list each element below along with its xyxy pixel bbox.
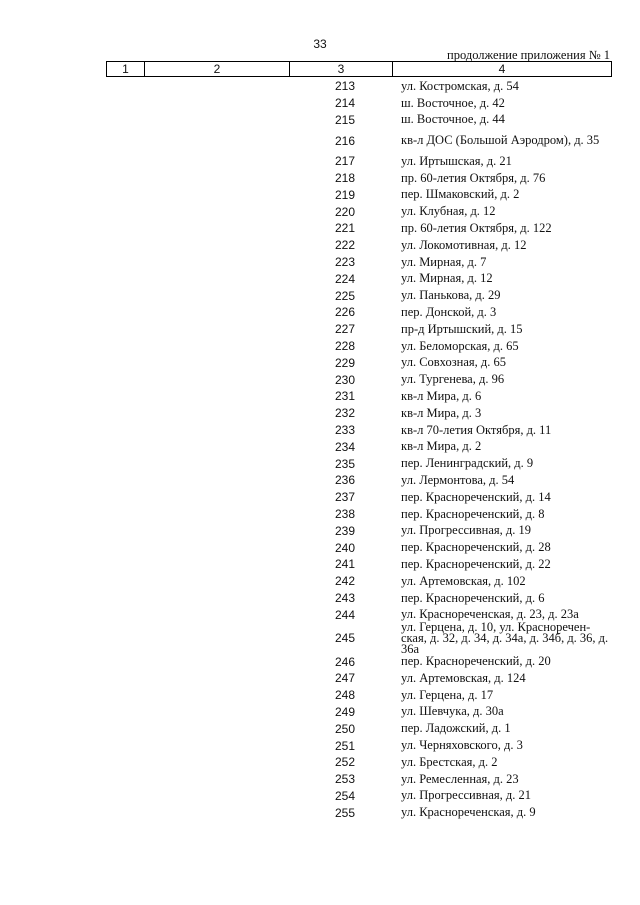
table-row [0, 489, 640, 506]
row-number: 250 [334, 721, 356, 736]
row-number: 245 [334, 631, 356, 646]
column-header-2: 2 [145, 62, 290, 76]
row-number: 255 [334, 805, 356, 820]
row-address: пр-д Иртышский, д. 15 [401, 321, 523, 336]
column-header-3: 3 [290, 62, 393, 76]
row-address: ул. Мирная, д. 7 [401, 254, 487, 269]
table-row [0, 270, 640, 287]
row-address: пер. Краснореченский, д. 22 [401, 556, 551, 571]
row-address: ул. Краснореченская, д. 9 [401, 805, 536, 820]
row-address: ул. Костромская, д. 54 [401, 78, 519, 93]
row-address: пер. Краснореченский, д. 28 [401, 540, 551, 555]
row-number: 230 [334, 372, 356, 387]
table-row [0, 619, 640, 656]
row-number: 247 [334, 671, 356, 686]
row-address: пр. 60-летия Октября, д. 122 [401, 220, 552, 235]
table-row [0, 78, 640, 95]
row-address: пер. Краснореченский, д. 8 [401, 506, 545, 521]
row-address: ш. Восточное, д. 42 [401, 95, 505, 110]
row-number: 226 [334, 305, 356, 320]
row-address: кв-л Мира, д. 6 [401, 388, 482, 403]
row-address: ул. Тургенева, д. 96 [401, 372, 505, 387]
row-number: 244 [334, 607, 356, 622]
row-address: ул. Артемовская, д. 124 [401, 670, 526, 685]
row-number: 213 [334, 79, 356, 94]
row-number: 224 [334, 271, 356, 286]
table-row [0, 422, 640, 439]
row-address: ул. Иртышская, д. 21 [401, 153, 512, 168]
row-number: 215 [334, 112, 356, 127]
row-address: пер. Ладожский, д. 1 [401, 721, 511, 736]
row-number: 252 [334, 755, 356, 770]
table-row [0, 590, 640, 607]
row-number: 238 [334, 507, 356, 522]
row-address: ул. Локомотивная, д. 12 [401, 237, 527, 252]
row-number: 254 [334, 788, 356, 803]
row-address: кв-л Мира, д. 2 [401, 439, 482, 454]
row-number: 229 [334, 355, 356, 370]
row-number: 227 [334, 322, 356, 337]
table-row [0, 203, 640, 220]
row-number: 236 [334, 473, 356, 488]
row-address: пер. Ленинградский, д. 9 [401, 456, 534, 471]
row-address: ул. Панькова, д. 29 [401, 288, 501, 303]
row-address: пр. 60-летия Октября, д. 76 [401, 170, 546, 185]
row-address: пер. Донской, д. 3 [401, 304, 497, 319]
table-row [0, 371, 640, 388]
table-row [0, 737, 640, 754]
row-number: 219 [334, 187, 356, 202]
row-number: 251 [334, 738, 356, 753]
table-row [0, 237, 640, 254]
table-row [0, 438, 640, 455]
table-row [0, 388, 640, 405]
table-row [0, 573, 640, 590]
row-number: 221 [334, 221, 356, 236]
row-number: 242 [334, 574, 356, 589]
row-number: 222 [334, 238, 356, 253]
row-number: 234 [334, 439, 356, 454]
row-address: пер. Шмаковский, д. 2 [401, 187, 520, 202]
row-address: ш. Восточное, д. 44 [401, 112, 505, 127]
row-number: 232 [334, 406, 356, 421]
row-number: 240 [334, 540, 356, 555]
row-number: 231 [334, 389, 356, 404]
table-row [0, 539, 640, 556]
row-number: 225 [334, 288, 356, 303]
row-address: ул. Черняховского, д. 3 [401, 738, 523, 753]
table-row [0, 455, 640, 472]
row-number: 248 [334, 688, 356, 703]
row-address: ул. Мирная, д. 12 [401, 271, 493, 286]
row-number: 239 [334, 523, 356, 538]
table-row [0, 220, 640, 237]
row-number: 218 [334, 171, 356, 186]
row-number: 253 [334, 772, 356, 787]
table-body [0, 78, 640, 821]
table-row [0, 771, 640, 788]
row-address: ул. Ремесленная, д. 23 [401, 771, 519, 786]
table-row [0, 704, 640, 721]
column-header-1: 1 [107, 62, 145, 76]
row-number: 228 [334, 339, 356, 354]
table-row [0, 254, 640, 271]
table-row [0, 804, 640, 821]
row-number: 249 [334, 704, 356, 719]
row-address: ул. Краснореченская, д. 23, д. 23а [401, 607, 579, 622]
row-address: ул. Прогрессивная, д. 19 [401, 523, 531, 538]
table-row [0, 112, 640, 129]
table-row [0, 687, 640, 704]
row-number: 214 [334, 96, 356, 111]
page-number: 33 [313, 37, 327, 51]
row-address: ул. Клубная, д. 12 [401, 204, 496, 219]
row-address: кв-л 70-летия Октября, д. 11 [401, 422, 552, 437]
row-address: ул. Брестская, д. 2 [401, 754, 498, 769]
row-number: 216 [334, 133, 356, 148]
table-row [0, 128, 640, 153]
row-number: 243 [334, 591, 356, 605]
row-number: 241 [334, 557, 356, 572]
table-row [0, 670, 640, 687]
table-row [0, 304, 640, 321]
row-address: ул. Артемовская, д. 102 [401, 573, 526, 588]
table-row [0, 287, 640, 304]
row-address: пер. Краснореченский, д. 14 [401, 489, 551, 504]
table-row [0, 788, 640, 805]
row-number: 223 [334, 255, 356, 270]
row-address: ул. Совхозная, д. 65 [401, 355, 506, 370]
row-number: 217 [334, 154, 356, 169]
table-row [0, 754, 640, 771]
row-number: 233 [334, 423, 356, 438]
table-row [0, 472, 640, 489]
table-header [106, 61, 612, 77]
row-address: ул. Прогрессивная, д. 21 [401, 788, 531, 803]
table-row [0, 186, 640, 203]
row-address: кв-л Мира, д. 3 [401, 405, 482, 420]
row-address: кв-л ДОС (Большой Аэродром), д. 35 [401, 133, 600, 148]
row-number: 237 [334, 490, 356, 505]
table-row [0, 354, 640, 371]
table-row [0, 153, 640, 170]
row-number: 220 [334, 204, 356, 219]
table-row [0, 556, 640, 573]
row-address: пер. Краснореченский, д. 6 [401, 590, 545, 605]
column-header-4: 4 [498, 62, 506, 76]
row-address: пер. Краснореченский, д. 20 [401, 654, 551, 669]
row-address: ул. Лермонтова, д. 54 [401, 472, 515, 487]
table-row [0, 506, 640, 523]
row-address: ул. Герцена, д. 17 [401, 687, 494, 702]
continuation-label: продолжение приложения № 1 [447, 48, 610, 62]
table-row [0, 720, 640, 737]
table-row [0, 338, 640, 355]
row-address: ул. Беломорская, д. 65 [401, 338, 519, 353]
table-row [0, 405, 640, 422]
table-row [0, 522, 640, 539]
row-address: ул. Герцена, д. 10, ул. Красноречен-ская, д. 32, д. 34, д. 34а, д. 34б, д. 36, д. 36а [401, 619, 609, 656]
table-row [0, 653, 640, 670]
row-address: ул. Шевчука, д. 30а [401, 704, 504, 719]
table-row [0, 95, 640, 112]
row-number: 235 [334, 456, 356, 471]
table-row [0, 170, 640, 187]
table-row [0, 321, 640, 338]
row-number: 246 [334, 654, 356, 669]
